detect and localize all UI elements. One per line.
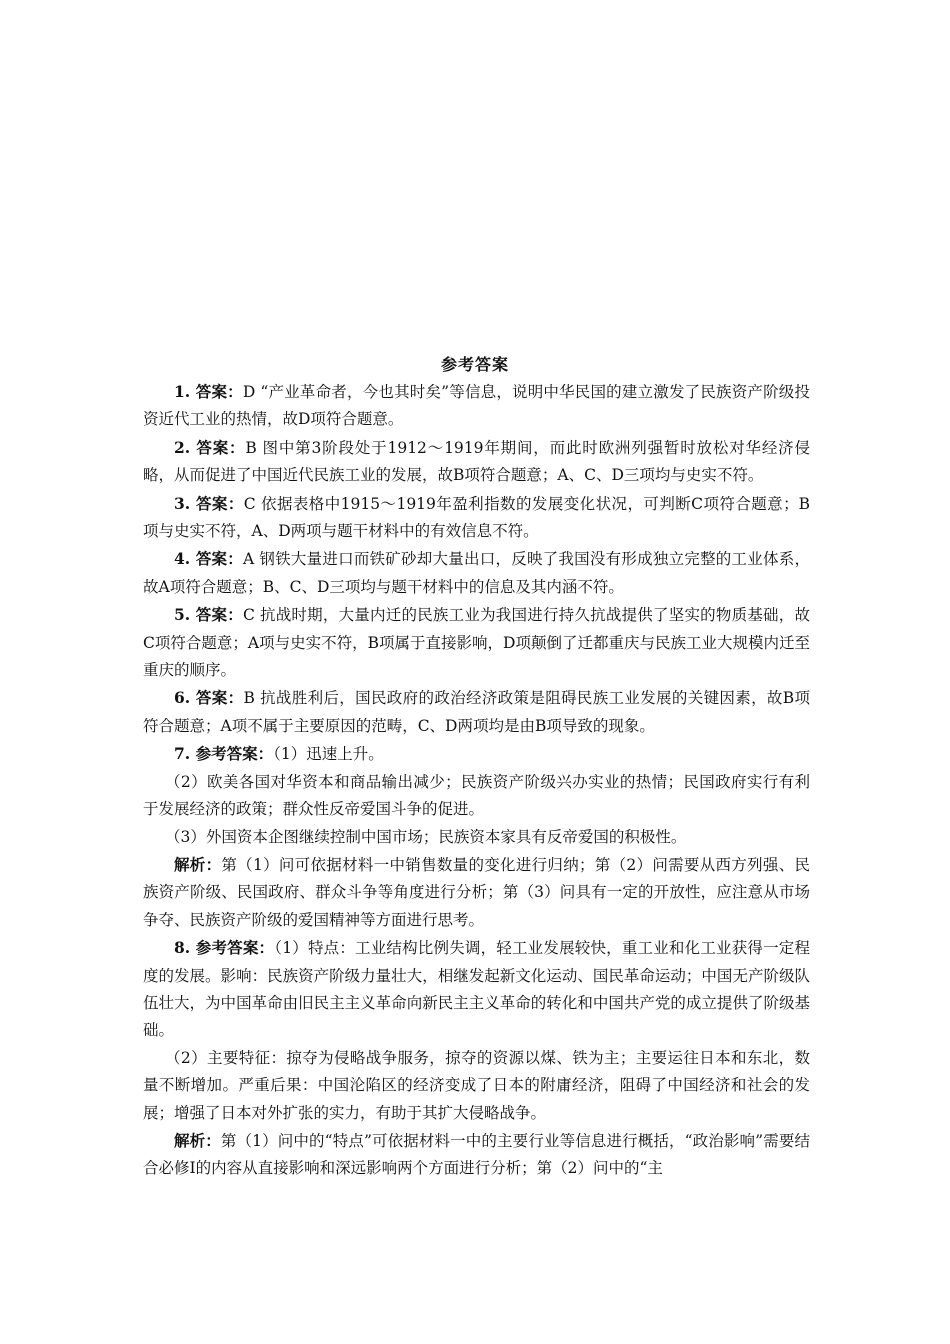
answer-7 bbox=[143, 740, 810, 768]
answer-3 bbox=[143, 490, 810, 546]
answer-text: C 抗战时期，大量内迁的民族工业为我国进行持久抗战提供了坚实的物质基础，故C项符合题意；A项与史实不符，B项属于直接影响，D项颠倒了迁都重庆与民族工业大规模内迁至重庆的顺序。 bbox=[143, 606, 810, 680]
page-title: 参考答案 bbox=[440, 355, 509, 374]
answer-label: 5. 答案： bbox=[174, 605, 243, 625]
answer-7-part-2: （2）欧美各国对华资本和商品输出减少；民族资产阶级兴办实业的热情；民国政府实行有利于发展经济的政策；群众性反帝爱国斗争的促进。 bbox=[143, 772, 810, 819]
answer-label: 7. 参考答案： bbox=[174, 744, 274, 764]
answer-content bbox=[143, 378, 810, 1183]
answer-label: 6. 答案： bbox=[174, 688, 244, 708]
analysis-label: 解析： bbox=[174, 1130, 221, 1150]
answer-text: C 依据表格中1915～1919年盈利指数的发展变化状况，可判断C项符合题意；B项与史实不符，A、D两项与题干材料中的有效信息不符。 bbox=[143, 494, 811, 541]
answer-text: （1）迅速上升。 bbox=[273, 745, 384, 764]
answer-8 bbox=[143, 934, 810, 1045]
answer-text: B 抗战胜利后，国民政府的政治经济政策是阻碍民族工业发展的关键因素，故B项符合题意；A项不属于主要原因的范畴，C、D两项均是由B项导致的现象。 bbox=[143, 689, 810, 735]
answer-text: （1）特点：工业结构比例失调，轻工业发展较快，重工业和化工业获得一定程度的发展。影响：民族资产阶级力量壮大，相继发起新文化运动、国民革命运动；中国无产阶级队伍壮大，为中国革命由旧民主主义革命向新民主主义革命的转化和中国共产党的成立提供了阶级基础。 bbox=[143, 939, 810, 1040]
answer-label: 2. 答案： bbox=[174, 437, 246, 457]
analysis-label: 解析： bbox=[174, 854, 222, 874]
answer-label: 3. 答案： bbox=[174, 493, 244, 513]
answer-text: B 图中第3阶段处于1912～1919年期间，而此时欧洲列强暂时放松对华经济侵略，从而促进了中国近代民族工业的发展，故B项符合题意；A、C、D三项均与史实不符。 bbox=[143, 438, 810, 485]
answer-2 bbox=[143, 434, 810, 490]
analysis-text: 第（1）问中的“特点”可依据材料一中的主要行业等信息进行概括，“政治影响”需要结合必修Ⅰ的内容从直接影响和深远影响两个方面进行分析；第（2）问中的“主 bbox=[143, 1131, 810, 1178]
answer-5 bbox=[143, 601, 810, 684]
answer-7-analysis bbox=[143, 851, 810, 934]
answer-label: 8. 参考答案： bbox=[174, 938, 275, 958]
answer-8-analysis bbox=[143, 1127, 810, 1183]
answer-label: 1. 答案： bbox=[174, 382, 243, 401]
answer-6 bbox=[143, 684, 810, 740]
answer-label: 4. 答案： bbox=[174, 549, 244, 569]
answer-4 bbox=[143, 545, 810, 601]
answer-text: A 钢铁大量进口而铁矿砂却大量出口，反映了我国没有形成独立完整的工业体系，故A项符合题意；B、C、D三项均与题干材料中的信息及其内涵不符。 bbox=[143, 550, 810, 596]
answer-7-part-3: （3）外国资本企图继续控制中国市场；民族资本家具有反帝爱国的积极性。 bbox=[165, 827, 687, 846]
answer-8-part-2: （2）主要特征：掠夺为侵略战争服务，掠夺的资源以煤、铁为主；主要运往日本和东北，数量不断增加。严重后果：中国沦陷区的经济变成了日本的附庸经济，阻碍了中国经济和社会的发展；增强了日本对外扩张的实力，有助于其扩大侵略战争。 bbox=[143, 1048, 810, 1122]
answer-1 bbox=[143, 378, 810, 434]
answer-text: D “产业革命者，今也其时矣”等信息，说明中华民国的建立激发了民族资产阶级投资近代工业的热情，故D项符合题意。 bbox=[143, 383, 810, 429]
analysis-text: 第（1）问可依据材料一中销售数量的变化进行归纳；第（2）问需要从西方列强、民族资产阶级、民国政府、群众斗争等角度进行分析；第（3）问具有一定的开放性，应注意从市场争夺、民族资产阶级的爱国精神等方面进行思考。 bbox=[143, 855, 810, 929]
